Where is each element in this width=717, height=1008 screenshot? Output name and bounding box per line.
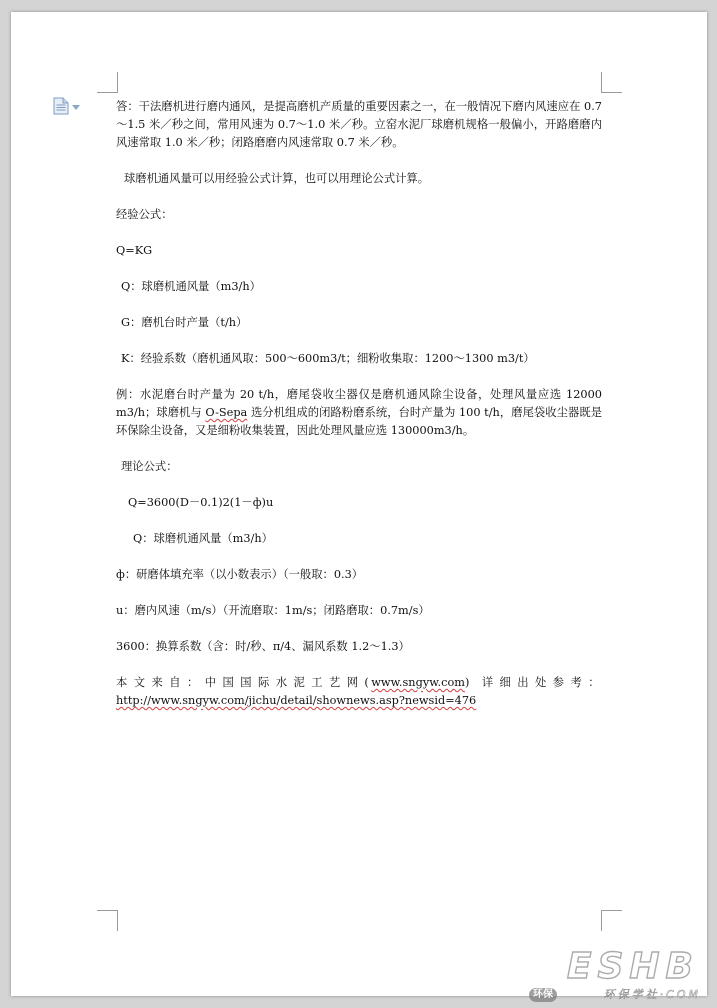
answer-paragraph: 答：干法磨机进行磨内通风，是提高磨机产质量的重要因素之一，在一般情况下磨内风速应在 0.7～1.5 米／秒之间，常用风速为 0.7～1.0 米／秒。立窑水泥厂球磨机规格一般偏小，开路磨磨内风速常取 1.0 米／秒；闭路磨磨内风速常取 0.7 米／秒。 <box>116 100 602 149</box>
crop-mark-top-left <box>97 72 118 93</box>
source-site-link[interactable]: www.sngyw.com <box>371 676 465 689</box>
u-definition: u：磨内风速（m/s）（开流磨取：1m/s；闭路磨取：0.7m/s） <box>116 604 430 617</box>
example-osepa: O-Sepa <box>205 406 248 419</box>
document-icon <box>53 97 69 115</box>
document-page <box>11 12 707 996</box>
watermark-sub-text: 环保学社·COM <box>603 988 701 1001</box>
source-prefix: 本文来自：中国国际水泥工艺网( <box>116 676 372 689</box>
paragraph-menu-button[interactable] <box>53 97 80 115</box>
example-paragraph <box>116 386 602 440</box>
k-definition: K：经验系数（磨机通风取：500～600m3/t；细粉收集取：1200～1300 m3/t） <box>121 352 535 365</box>
watermark-main-text: ESHB <box>566 946 699 987</box>
q-definition: Q：球磨机通风量（m3/h） <box>121 280 261 293</box>
watermark-badge: 环保 <box>529 988 557 1002</box>
crop-mark-bottom-left <box>97 910 118 931</box>
calc-methods-paragraph: 球磨机通风量可以用经验公式计算，也可以用理论公式计算。 <box>124 172 430 185</box>
source-suffix: ) 详细出处参考： <box>464 676 602 689</box>
crop-mark-top-right <box>601 72 622 93</box>
empirical-formula: Q=KG <box>116 244 153 257</box>
example-text-b: 选分机组成的闭路粉磨系统，台时产量为 100 t/h，磨尾袋收尘器既是环保除尘设备，又是细粉收集装置，因此处理风量应选 130000m3/h。 <box>116 406 602 437</box>
source-url-link[interactable]: http://www.sngyw.com/jichu/detail/shownews.asp?newsid=476 <box>116 694 477 707</box>
constant-definition: 3600：换算系数（含：时/秒、π/4、漏风系数 1.2～1.3） <box>116 640 410 653</box>
q-definition-2: Q：球磨机通风量（m3/h） <box>133 532 273 545</box>
theory-heading: 理论公式： <box>121 460 178 473</box>
crop-mark-bottom-right <box>601 910 622 931</box>
chevron-down-icon <box>72 105 80 110</box>
theory-formula: Q=3600(D－0.1)2(1－ф)u <box>128 496 274 509</box>
g-definition: G：磨机台时产量（t/h） <box>121 316 248 329</box>
example-text-a: 例：水泥磨台时产量为 20 t/h，磨尾袋收尘器仅是磨机通风除尘设备，处理风量应选 12000 m3/h；球磨机与 <box>116 388 602 419</box>
document-body <box>116 98 602 710</box>
source-line <box>116 674 602 692</box>
phi-definition: ф：研磨体填充率（以小数表示）（一般取：0.3） <box>116 568 364 581</box>
empirical-heading: 经验公式： <box>116 208 173 221</box>
source-url-line <box>116 692 602 710</box>
